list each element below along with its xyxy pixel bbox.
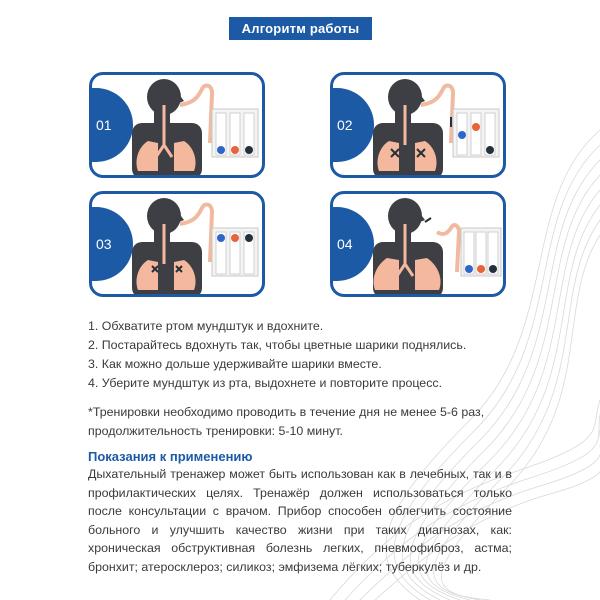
ball-orange [231, 146, 239, 154]
step-card-2 [330, 72, 506, 178]
ball-blue [458, 131, 466, 139]
step-number: 03 [96, 236, 112, 252]
ball-orange [472, 123, 480, 131]
step-card-4 [330, 191, 506, 297]
instruction-item: 1. Обхватите ртом мундштук и вдохните. [88, 319, 324, 333]
ball-orange [231, 234, 239, 242]
ball-dark [486, 146, 494, 154]
ball-dark [245, 146, 253, 154]
ball-blue [217, 234, 225, 242]
step-card-3 [89, 191, 265, 297]
ball-blue [465, 265, 473, 273]
instruction-item: 2. Постарайтесь вдохнуть так, чтобы цветные шарики поднялись. [88, 338, 467, 352]
instructions-list [88, 317, 528, 393]
step-card-1 [89, 72, 265, 178]
ball-orange [477, 265, 485, 273]
section-title-badge [229, 17, 372, 40]
ball-dark [489, 265, 497, 273]
training-note: *Тренировки необходимо проводить в течение дня не менее 5-6 раз, продолжительность тренировки: 5-10 минут. [88, 405, 485, 438]
indications-text: Дыхательный тренажер может быть использован как в лечебных, так и в профилактических целях. Тренажёр должен использоваться только после консультации с врачом. Прибор способен облегчить состояние больного и улучшить качество жизни при таких диагнозах, как: хроническая обструктивная болезнь легких, пневмофиброз, астма; бронхит; атеросклероз; силикоз; эмфизема лёгких; туберкулёз и др. [88, 467, 512, 574]
ball-dark [245, 234, 253, 242]
indications-title: Показания к применению [88, 449, 253, 464]
instruction-item: 4. Уберите мундштук из рта, выдохнете и повторите процесс. [88, 376, 443, 390]
algorithm-title: Алгоритм работы [241, 21, 360, 36]
instruction-item: 3. Как можно дольше удерживайте шарики вместе. [88, 357, 382, 371]
step-number: 02 [337, 117, 353, 133]
ball-blue [217, 146, 225, 154]
step-number: 01 [96, 117, 112, 133]
step-number: 04 [337, 236, 353, 252]
